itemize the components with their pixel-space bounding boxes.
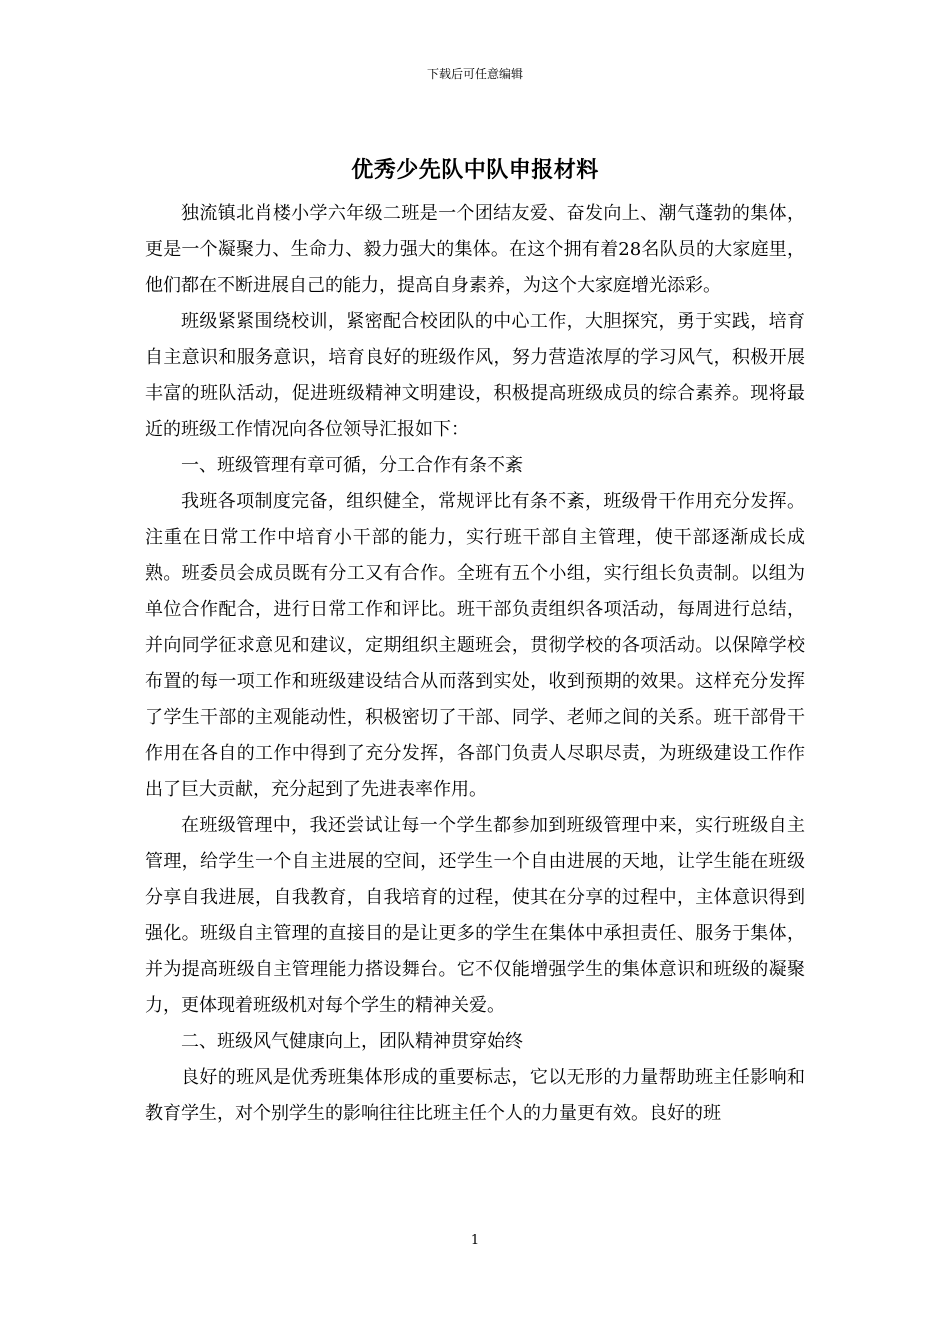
- document-body: [145, 196, 805, 1132]
- header-note: 下载后可任意编辑: [426, 67, 523, 81]
- section-heading-1: 一、班级管理有章可循，分工合作有条不紊: [181, 455, 523, 476]
- paragraph-intro: 独流镇北肖楼小学六年级二班是一个团结友爱、奋发向上、潮气蓬勃的集体，更是一个凝聚力、生命力、毅力强大的集体。在这个拥有着28名队员的大家庭里，他们都在不断进展自己的能力，提高自身素养，为这个大家庭增光添彩。: [145, 203, 805, 296]
- page-number: 1: [470, 1233, 480, 1248]
- paragraph-overview: 班级紧紧围绕校训，紧密配合校团队的中心工作，大胆探究，勇于实践，培育自主意识和服务意识，培育良好的班级作风，努力营造浓厚的学习风气，积极开展丰富的班队活动，促进班级精神文明建设，积极提高班级成员的综合素养。现将最近的班级工作情况向各位领导汇报如下：: [145, 311, 805, 440]
- paragraph-self-management: 在班级管理中，我还尝试让每一个学生都参加到班级管理中来，实行班级自主管理，给学生一个自主进展的空间，还学生一个自由进展的天地，让学生能在班级分享自我进展，自我教育，自我培育的过程，使其在分享的过程中，主体意识得到强化。班级自主管理的直接目的是让更多的学生在集体中承担责任、服务于集体，并为提高班级自主管理能力搭设舞台。它不仅能增强学生的集体意识和班级的凝聚力，更体现着班级机对每个学生的精神关爱。: [145, 815, 805, 1016]
- document-title: 优秀少先队中队申报材料: [351, 157, 599, 183]
- paragraph-class-spirit: 良好的班风是优秀班集体形成的重要标志，它以无形的力量帮助班主任影响和教育学生，对个别学生的影响往往比班主任个人的力量更有效。良好的班: [145, 1067, 805, 1124]
- section-heading-2: 二、班级风气健康向上，团队精神贯穿始终: [181, 1031, 523, 1052]
- paragraph-management: 我班各项制度完备，组织健全，常规评比有条不紊，班级骨干作用充分发挥。注重在日常工作中培育小干部的能力，实行班干部自主管理，使干部逐渐成长成熟。班委员会成员既有分工又有合作。全班有五个小组，实行组长负责制。以组为单位合作配合，进行日常工作和评比。班干部负责组织各项活动，每周进行总结，并向同学征求意见和建议，定期组织主题班会，贯彻学校的各项活动。以保障学校布置的每一项工作和班级建设结合从而落到实处，收到预期的效果。这样充分发挥了学生干部的主观能动性，积极密切了干部、同学、老师之间的关系。班干部骨干作用在各自的工作中得到了充分发挥，各部门负责人尽职尽责，为班级建设工作作出了巨大贡献，充分起到了先进表率作用。: [145, 491, 805, 800]
